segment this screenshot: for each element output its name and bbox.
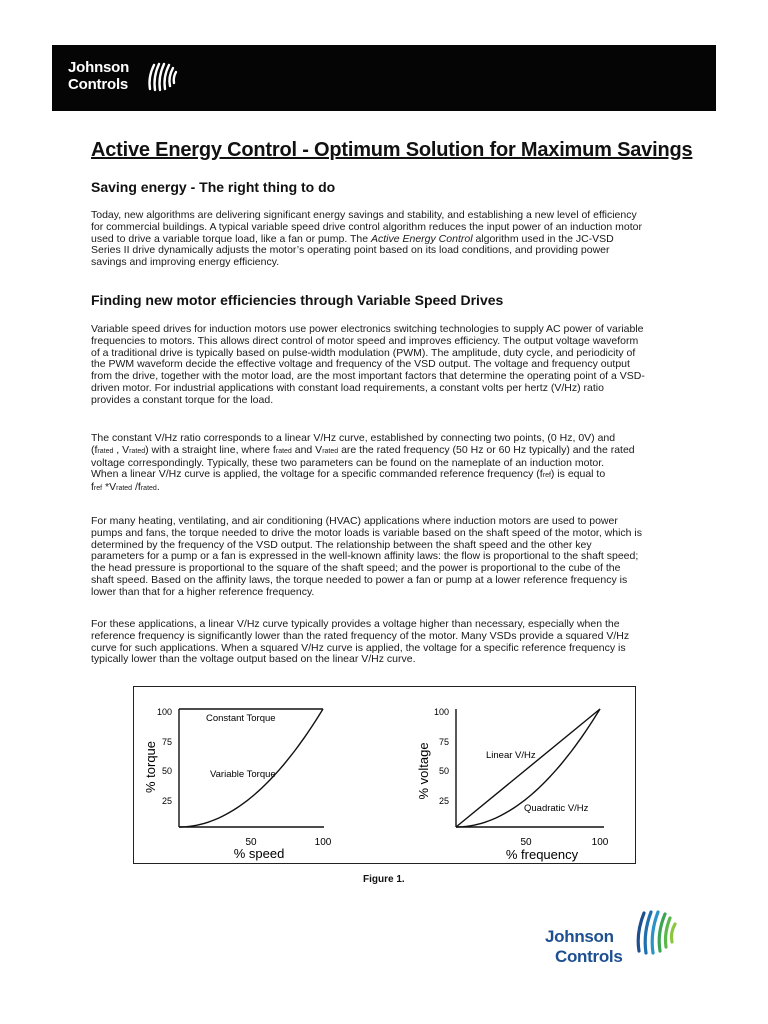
- text-line: determined by the frequency of the VSD output. The relationship between the shaft speed and the other key: [91, 538, 592, 551]
- subscript: rated: [275, 447, 292, 455]
- text-line: voltage correspondingly. Typically, these two parameters can be found on the nameplate of an induction motor.: [91, 456, 605, 469]
- paragraph-squared-vhz: [91, 619, 687, 666]
- y-axis-label: % voltage: [416, 742, 431, 800]
- text-segment: ) with a straight line, where f: [145, 443, 276, 456]
- logo-wordmark: [545, 927, 622, 967]
- text-line: provides a constant torque for the load.: [91, 393, 274, 406]
- text-line: parameters for a pump or a fan is expressed in the well-known affinity laws: the flow is proportional to the shaft speed;: [91, 550, 639, 563]
- text-line: from the drive, together with the motor load, are the most important factors that determine the operating point of a VSD-: [91, 370, 645, 383]
- text-segment: .: [156, 481, 160, 494]
- series-label-constant-torque: Constant Torque: [206, 713, 276, 724]
- figure-caption: Figure 1.: [363, 874, 405, 885]
- text-line: of a traditional drive is typically based on pulse-width modulation (PWM). The amplitude, duty cycle, and periodicity of: [91, 346, 636, 359]
- y-axis-label: % torque: [143, 740, 158, 794]
- text-segment: When a linear V/Hz curve is applied, the voltage for a specific commanded reference frequency (f: [91, 468, 543, 481]
- chart-voltage-vs-frequency: [416, 707, 609, 862]
- text-line: shaft speed. Based on the affinity laws, the torque needed to power a fan or pump at a lower reference frequency is: [91, 573, 628, 586]
- logo-line-2: Controls: [68, 76, 129, 93]
- y-tick-labels: [157, 707, 172, 806]
- y-tick-label: 100: [433, 707, 449, 717]
- x-tick-label: 100: [591, 837, 609, 848]
- text-line: pumps and fans, the torque needed to drive the motor loads is variable based on the shaft speed of the motor, which is: [91, 526, 643, 539]
- text-line: Today, new algorithms are delivering significant energy savings and stability, and establishing a new level of efficiency: [91, 209, 637, 221]
- y-tick-label: 100: [156, 707, 172, 717]
- y-tick-label: 75: [161, 737, 172, 747]
- subscript: rated: [129, 447, 146, 455]
- y-tick-label: 50: [161, 766, 172, 776]
- company-logo: [68, 59, 218, 103]
- logo-swirl-icon: [631, 905, 679, 961]
- text-line: Series II drive dynamically adjusts the motor’s operating point based on its load conditions, and providing power: [91, 244, 610, 257]
- figure-box: [133, 686, 636, 864]
- text-segment: used to drive a variable torque load, like a fan or pump. The: [91, 232, 371, 245]
- paragraph-intro: [91, 210, 687, 269]
- y-tick-label: 75: [438, 737, 449, 747]
- text-line: the PWM waveform decide the effective voltage and frequency of the VSD output. The voltage and frequency output: [91, 358, 630, 371]
- text-line: Variable speed drives for induction motors use power electronics switching technologies to supply AC power of variable: [91, 323, 644, 335]
- text-segment: ) is equal to: [550, 468, 606, 481]
- header-bar: [52, 45, 716, 111]
- section-heading-motor-efficiencies: Finding new motor efficiencies through Variable Speed Drives: [91, 292, 504, 308]
- logo-line-1: Johnson: [545, 927, 614, 946]
- subscript: rated: [116, 485, 133, 493]
- logo-swirl-icon: [144, 59, 180, 95]
- x-axis-label: % speed: [233, 846, 285, 861]
- series-line-variable-torque: [179, 709, 323, 827]
- text-line: The constant V/Hz ratio corresponds to a linear V/Hz curve, established by connecting two points, (0 Hz, 0V) and: [91, 432, 616, 444]
- chart-torque-vs-speed: [143, 707, 332, 861]
- series-label-linear-vhz: Linear V/Hz: [486, 750, 536, 761]
- paragraph-hvac-affinity: [91, 516, 687, 599]
- subscript: rated: [140, 485, 157, 493]
- series-label-variable-torque: Variable Torque: [210, 769, 276, 780]
- text-line: [91, 482, 687, 495]
- paragraph-linear-vhz: [91, 433, 687, 495]
- text-segment: are the rated frequency (50 Hz or 60 Hz typically) and the rated: [338, 443, 635, 456]
- text-segment: , V: [113, 443, 130, 456]
- y-tick-label: 25: [438, 796, 449, 806]
- series-label-quadratic-vhz: Quadratic V/Hz: [524, 803, 589, 814]
- x-tick-label: 50: [245, 837, 257, 848]
- text-line: For these applications, a linear V/Hz curve typically provides a voltage higher than necessary, especially when the: [91, 618, 620, 630]
- page-title: Active Energy Control - Optimum Solution for Maximum Savings: [91, 139, 693, 161]
- subscript: ref: [542, 472, 551, 480]
- logo-line-1: Johnson: [68, 59, 130, 76]
- text-line: savings and improving energy efficiency.: [91, 256, 280, 269]
- text-line: For many heating, ventilating, and air conditioning (HVAC) applications where induction motors are used to power: [91, 515, 618, 527]
- text-line: for commercial buildings. A typical variable speed drive control algorithm reduces the input power of an induction motor: [91, 220, 642, 233]
- text-line: [91, 445, 687, 458]
- logo-wordmark: [68, 59, 129, 93]
- text-line: driven motor. For industrial applications with constant load requirements, a constant volts per hertz (V/Hz) ratio: [91, 381, 604, 394]
- text-segment: algorithm used in the JC-VSD: [472, 232, 614, 245]
- section-heading-saving-energy: Saving energy - The right thing to do: [91, 179, 336, 195]
- text-segment: and V: [291, 443, 323, 456]
- text-segment: *V: [102, 481, 117, 494]
- text-line: curve for such applications. When a squared V/Hz curve is applied, the voltage for a specific reference frequency is: [91, 641, 626, 654]
- company-logo-footer: [545, 905, 685, 975]
- text-segment: /f: [132, 481, 141, 494]
- y-tick-label: 50: [438, 766, 449, 776]
- x-axis-label: % frequency: [505, 847, 579, 862]
- text-line: lower than that for a higher reference frequency.: [91, 585, 315, 598]
- text-line: frequencies to motors. This allows direct control of motor speed and improves efficiency. The output voltage waveform: [91, 334, 639, 347]
- text-line: the head pressure is proportional to the square of the shaft speed; and the power is proportional to the cube of the: [91, 562, 621, 575]
- text-segment: f: [91, 481, 94, 494]
- subscript: ref: [93, 485, 103, 493]
- text-line: typically lower than the voltage output based on the linear V/Hz curve.: [91, 653, 416, 666]
- figure-charts: [134, 687, 634, 862]
- text-segment: (f: [91, 443, 98, 456]
- subscript: rated: [97, 447, 114, 455]
- y-tick-label: 25: [161, 796, 172, 806]
- logo-line-2: Controls: [555, 947, 623, 966]
- text-line: reference frequency is significantly lower than the rated frequency of the motor. Many VSDs provide a squared V/Hz: [91, 629, 630, 642]
- paragraph-vsd-basics: [91, 324, 687, 407]
- text-line: [91, 469, 687, 482]
- emphasis-algorithm-name: Active Energy Control: [370, 232, 473, 245]
- x-tick-label: 50: [520, 837, 532, 848]
- x-tick-label: 100: [314, 837, 332, 848]
- subscript: rated: [322, 447, 339, 455]
